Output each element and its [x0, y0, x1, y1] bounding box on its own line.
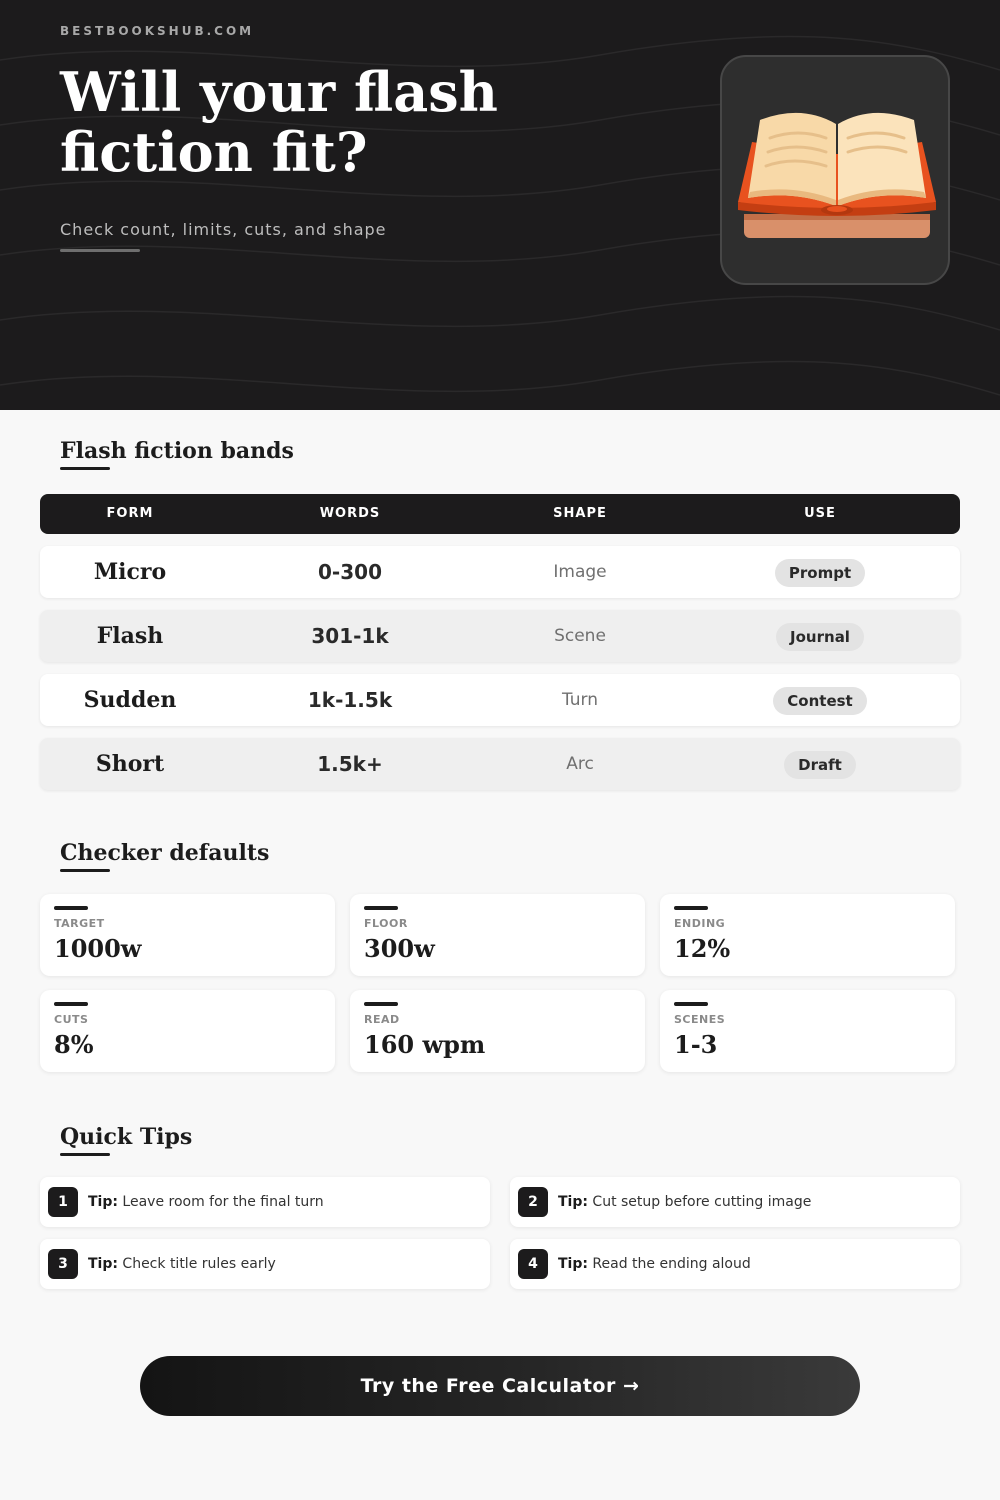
table-header	[40, 494, 960, 534]
use-cell	[720, 674, 920, 726]
column-header-use: USE	[804, 506, 836, 521]
form-cell: Flash	[96, 623, 164, 649]
words-cell: 1.5k+	[317, 752, 383, 776]
stat-accent-bar	[674, 1002, 708, 1006]
shape-cell: Scene	[554, 626, 606, 646]
form-cell: Short	[95, 751, 165, 777]
defaults-section-title: Checker defaults	[60, 840, 270, 866]
tip-text	[88, 1177, 324, 1227]
use-cell	[720, 610, 920, 662]
book-icon-card	[720, 55, 950, 285]
tip-number-badge: 4	[518, 1249, 548, 1279]
tip-number-badge: 2	[518, 1187, 548, 1217]
section-underline	[60, 1153, 110, 1156]
form-cell: Sudden	[83, 687, 177, 713]
tip-card	[40, 1177, 490, 1227]
stat-label: ENDING	[674, 917, 726, 930]
table-row	[40, 546, 960, 598]
table-row	[40, 610, 960, 662]
subtitle-underline	[60, 249, 140, 252]
tip-prefix: Tip:	[88, 1256, 118, 1272]
stat-card-ending	[660, 894, 955, 976]
stat-value: 12%	[674, 934, 731, 963]
use-badge: Prompt	[775, 559, 865, 587]
hero-banner	[0, 0, 1000, 410]
tip-number-badge: 3	[48, 1249, 78, 1279]
stat-value: 1-3	[674, 1030, 718, 1059]
tip-text	[558, 1177, 811, 1227]
tip-body: Read the ending aloud	[592, 1256, 751, 1272]
tip-body: Cut setup before cutting image	[592, 1194, 812, 1210]
tip-prefix: Tip:	[88, 1194, 118, 1210]
tip-text	[88, 1239, 276, 1289]
stat-card-target	[40, 894, 335, 976]
stat-value: 8%	[54, 1030, 94, 1059]
stat-accent-bar	[364, 1002, 398, 1006]
stat-card-floor	[350, 894, 645, 976]
stat-card-scenes	[660, 990, 955, 1072]
tip-body: Check title rules early	[122, 1256, 276, 1272]
tip-text	[558, 1239, 751, 1289]
column-header-shape: SHAPE	[553, 506, 607, 521]
stat-value: 1000w	[54, 934, 142, 963]
try-calculator-button[interactable]: Try the Free Calculator →	[140, 1356, 860, 1416]
bands-section-title: Flash fiction bands	[60, 438, 294, 464]
brand-name[interactable]: BESTBOOKSHUB.COM	[60, 24, 255, 38]
stat-card-cuts	[40, 990, 335, 1072]
words-cell: 1k-1.5k	[307, 688, 393, 712]
tip-number-badge: 1	[48, 1187, 78, 1217]
tip-card	[510, 1177, 960, 1227]
stat-label: SCENES	[674, 1013, 726, 1026]
table-row	[40, 738, 960, 790]
stat-label: CUTS	[54, 1013, 89, 1026]
use-badge: Contest	[773, 687, 866, 715]
page-title: Will your flash fiction fit?	[60, 60, 498, 184]
stat-value: 300w	[364, 934, 435, 963]
column-header-form: FORM	[106, 506, 154, 521]
tip-card	[510, 1239, 960, 1289]
stat-accent-bar	[54, 1002, 88, 1006]
tip-card	[40, 1239, 490, 1289]
stat-label: READ	[364, 1013, 400, 1026]
stat-accent-bar	[364, 906, 398, 910]
section-underline	[60, 869, 110, 872]
page-subtitle: Check count, limits, cuts, and shape	[60, 220, 387, 239]
stat-value: 160 wpm	[364, 1030, 486, 1059]
tip-prefix: Tip:	[558, 1194, 588, 1210]
use-badge: Draft	[784, 751, 856, 779]
shape-cell: Image	[553, 562, 607, 582]
table-row	[40, 674, 960, 726]
shape-cell: Arc	[566, 754, 594, 774]
column-header-words: WORDS	[319, 506, 381, 521]
form-cell: Micro	[93, 559, 167, 585]
use-cell	[720, 738, 920, 790]
words-cell: 301-1k	[311, 624, 389, 648]
stat-accent-bar	[54, 906, 88, 910]
use-cell	[720, 546, 920, 598]
stat-label: FLOOR	[364, 917, 408, 930]
tip-body: Leave room for the final turn	[122, 1194, 324, 1210]
tip-prefix: Tip:	[558, 1256, 588, 1272]
open-book-icon	[732, 102, 942, 252]
section-underline	[60, 467, 110, 470]
stat-label: TARGET	[54, 917, 105, 930]
shape-cell: Turn	[561, 690, 599, 710]
words-cell: 0-300	[318, 560, 382, 584]
stat-card-read	[350, 990, 645, 1072]
tips-section-title: Quick Tips	[60, 1124, 193, 1150]
stat-accent-bar	[674, 906, 708, 910]
use-badge: Journal	[776, 623, 864, 651]
